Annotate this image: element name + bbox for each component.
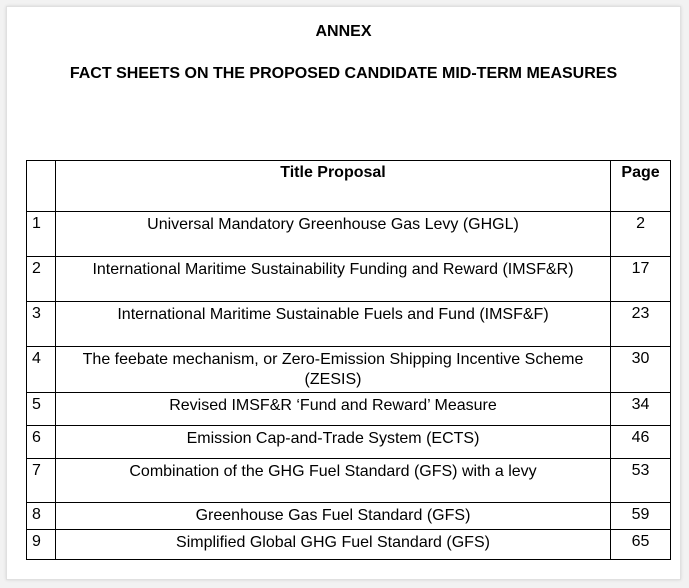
table-header-row xyxy=(27,161,671,212)
row-title: Emission Cap-and-Trade System (ECTS) xyxy=(55,426,610,459)
row-title: International Maritime Sustainability Funding and Reward (IMSF&R) xyxy=(55,257,610,302)
table-row xyxy=(27,393,671,426)
table-row xyxy=(27,459,671,503)
table-row xyxy=(27,212,671,257)
row-number: 5 xyxy=(27,393,56,426)
row-title: Revised IMSF&R ‘Fund and Reward’ Measure xyxy=(55,393,610,426)
row-title: Universal Mandatory Greenhouse Gas Levy (GHGL) xyxy=(55,212,610,257)
row-title: Combination of the GHG Fuel Standard (GFS) with a levy xyxy=(55,459,610,503)
row-title: Simplified Global GHG Fuel Standard (GFS) xyxy=(55,530,610,560)
table-row xyxy=(27,503,671,530)
header-page: Page xyxy=(611,161,671,212)
header-title-proposal: Title Proposal xyxy=(55,161,610,212)
table-row xyxy=(27,426,671,459)
document-page xyxy=(6,6,681,580)
proposals-table xyxy=(26,160,671,560)
annex-heading: ANNEX xyxy=(315,23,372,40)
table-row xyxy=(27,530,671,560)
row-number: 9 xyxy=(27,530,56,560)
row-number: 4 xyxy=(27,347,56,393)
row-page: 65 xyxy=(611,530,671,560)
row-page: 17 xyxy=(611,257,671,302)
row-title: The feebate mechanism, or Zero-Emission Shipping Incentive Scheme (ZESIS) xyxy=(55,347,610,393)
row-page: 30 xyxy=(611,347,671,393)
row-page: 46 xyxy=(611,426,671,459)
row-title: International Maritime Sustainable Fuels and Fund (IMSF&F) xyxy=(55,302,610,347)
header-number xyxy=(27,161,56,212)
row-page: 23 xyxy=(611,302,671,347)
row-number: 2 xyxy=(27,257,56,302)
table-row xyxy=(27,347,671,393)
document-subheading: FACT SHEETS ON THE PROPOSED CANDIDATE MID-TERM MEASURES xyxy=(69,65,618,82)
row-page: 2 xyxy=(611,212,671,257)
row-page: 53 xyxy=(611,459,671,503)
row-number: 7 xyxy=(27,459,56,503)
table-row xyxy=(27,302,671,347)
row-number: 1 xyxy=(27,212,56,257)
row-number: 6 xyxy=(27,426,56,459)
row-title: Greenhouse Gas Fuel Standard (GFS) xyxy=(55,503,610,530)
table-row xyxy=(27,257,671,302)
row-page: 59 xyxy=(611,503,671,530)
row-number: 8 xyxy=(27,503,56,530)
row-number: 3 xyxy=(27,302,56,347)
row-page: 34 xyxy=(611,393,671,426)
